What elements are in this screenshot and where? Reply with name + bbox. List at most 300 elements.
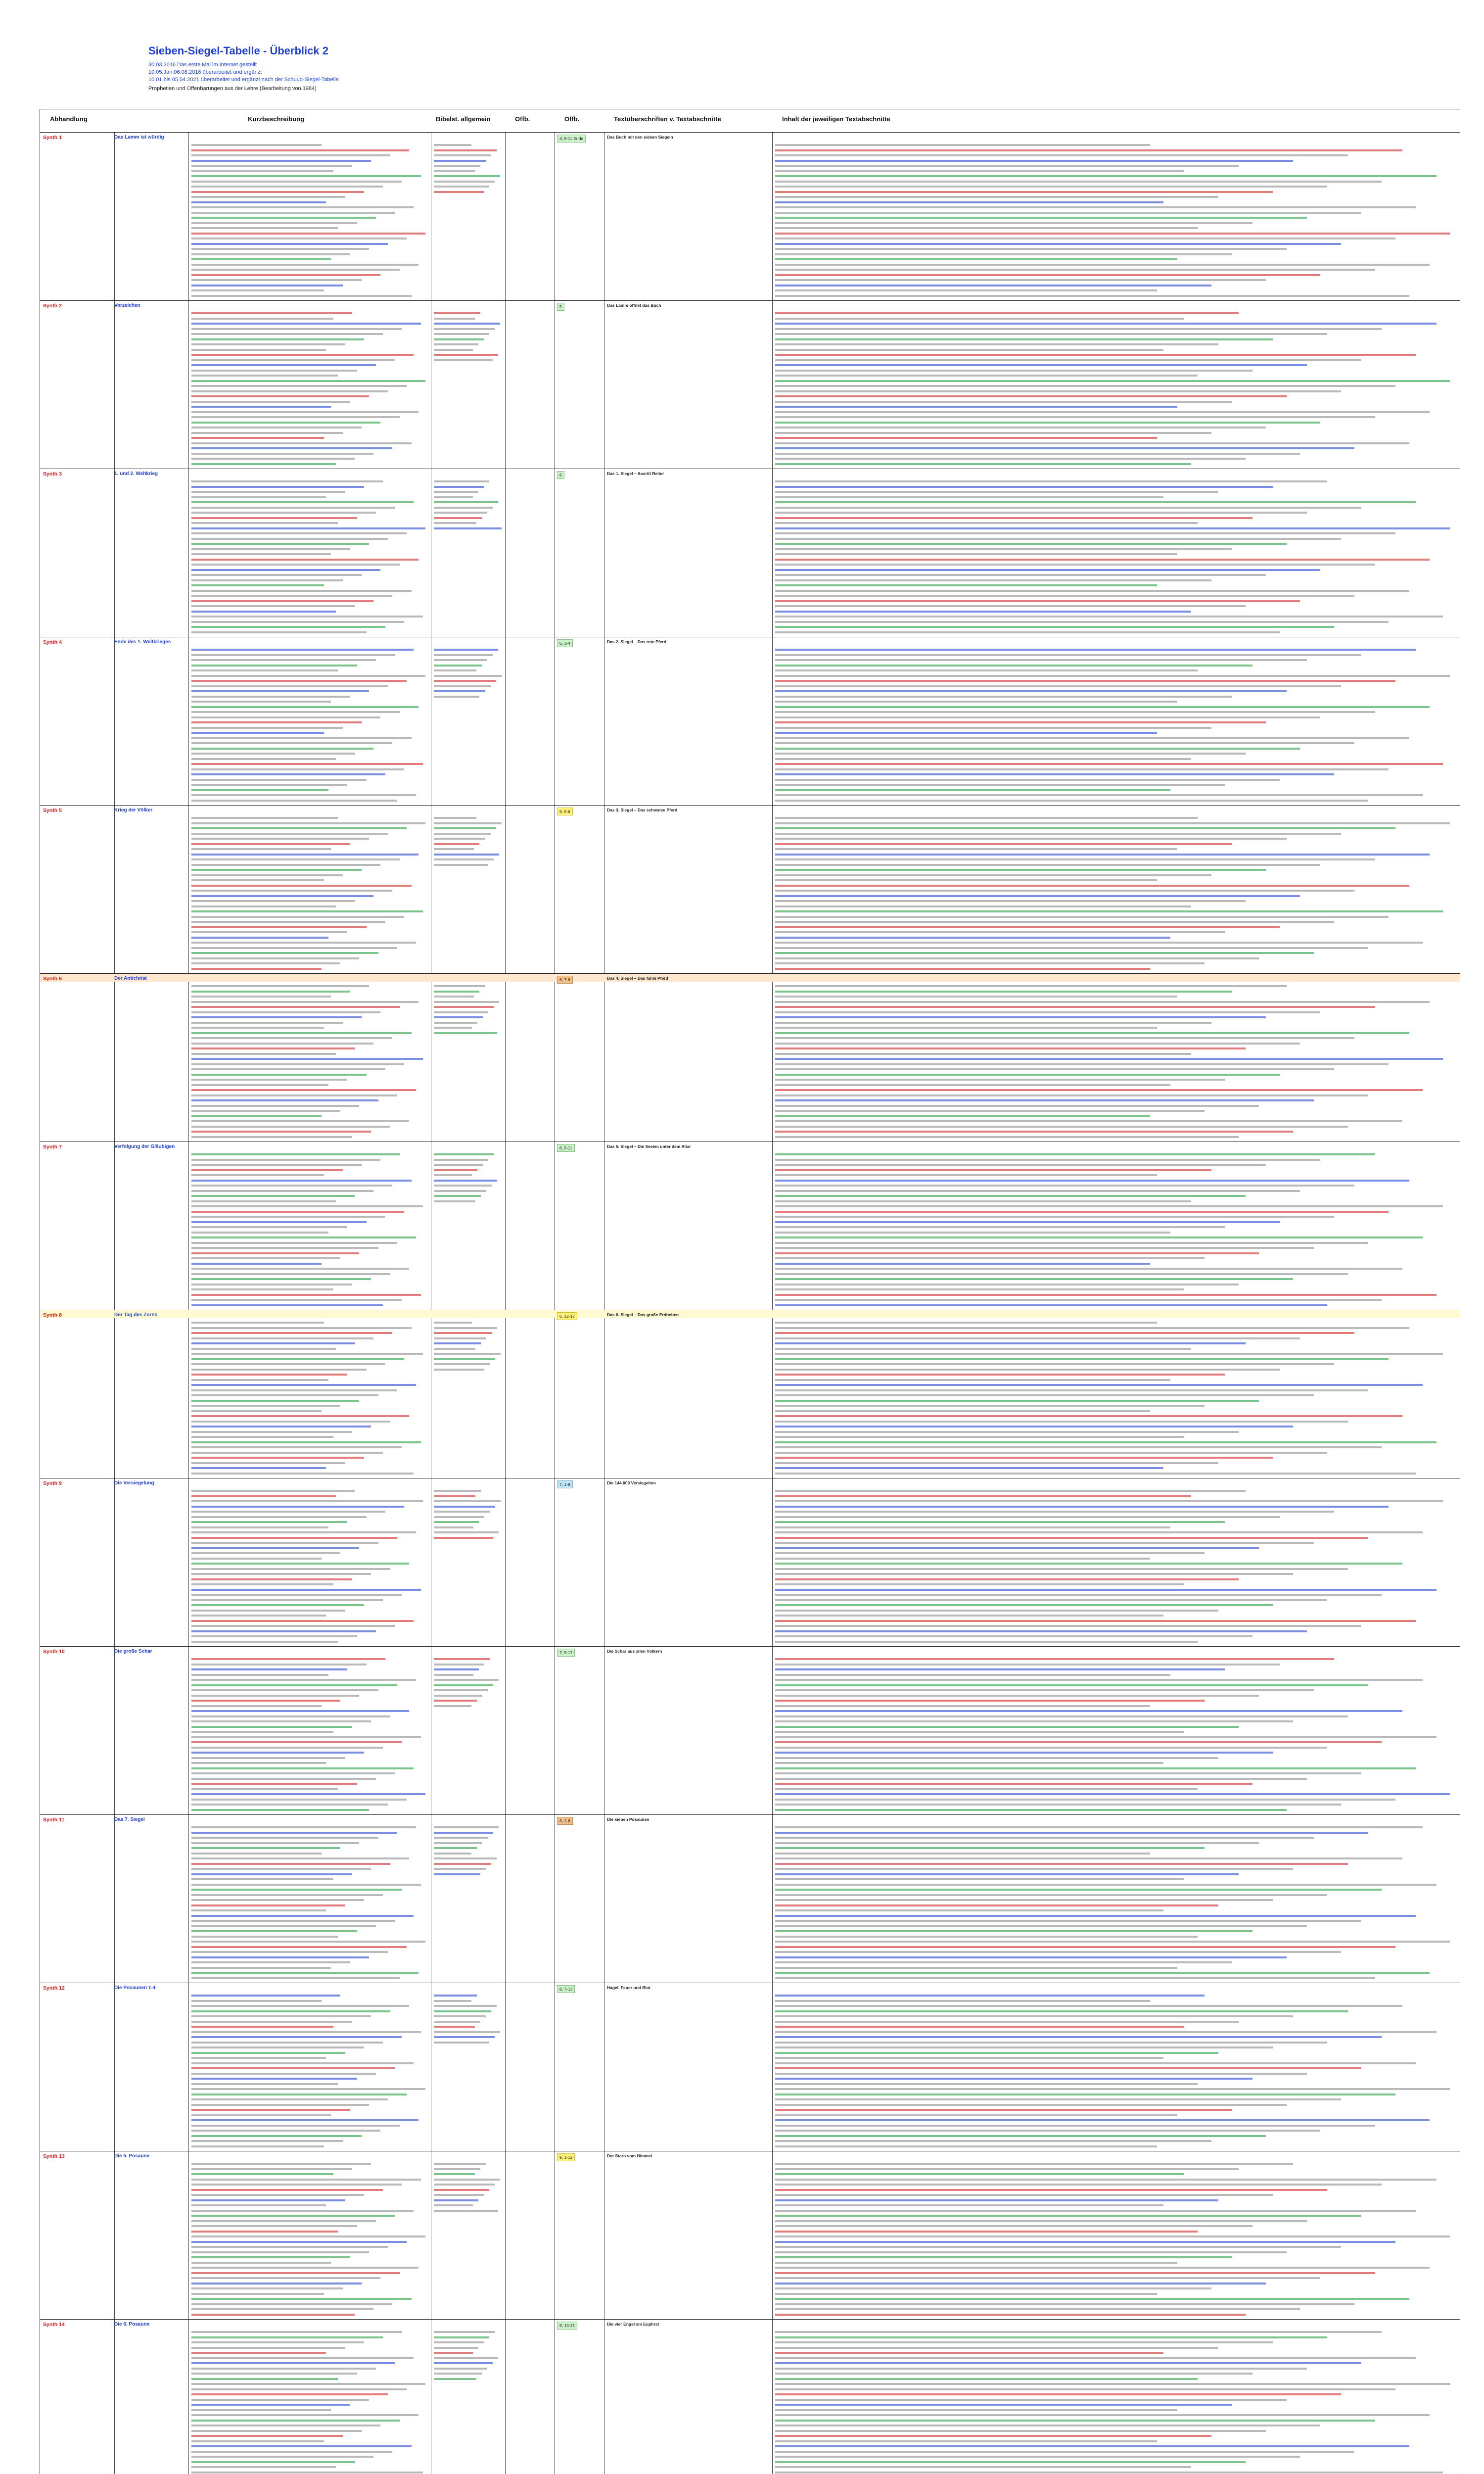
text-line (191, 2168, 352, 2170)
text-line (775, 437, 1157, 439)
text-line (191, 985, 369, 987)
text-line (191, 942, 416, 944)
text-line (191, 1126, 390, 1128)
text-line (191, 1762, 326, 1764)
section-heading: Das 1. Siegel – Ausritt Reiter (607, 471, 664, 476)
text-line (775, 1842, 1259, 1844)
text-line (775, 1001, 1430, 1003)
text-line (191, 2267, 418, 2269)
text-line (191, 1120, 409, 1122)
text-line (191, 507, 395, 509)
section-topic: Verfolgung der Gläubigen (114, 1144, 175, 1149)
text-line (775, 1257, 1205, 1259)
text-line (434, 1169, 477, 1171)
text-line (775, 1847, 1205, 1849)
text-line (775, 2010, 1348, 2012)
text-line (775, 253, 1232, 255)
text-line (775, 833, 1341, 835)
text-line (191, 1620, 414, 1622)
section-label: Synth 3 (43, 471, 62, 477)
text-line (191, 1630, 376, 1632)
text-line (191, 1668, 347, 1670)
text-line (191, 1526, 328, 1528)
text-line (191, 2042, 383, 2044)
text-line (775, 1804, 1341, 1806)
text-line (775, 2168, 1239, 2170)
text-line (191, 269, 400, 271)
text-line (775, 1731, 1184, 1733)
text-line (775, 921, 1334, 923)
text-line (775, 1047, 1246, 1049)
text-line (191, 1599, 383, 1601)
text-line (775, 2451, 1354, 2453)
text-line (434, 1664, 484, 1665)
text-line (775, 1772, 1361, 1774)
section-label: Synth 5 (43, 808, 62, 813)
verse-reference-chip: 5 (557, 303, 564, 311)
text-line (191, 696, 350, 698)
text-line (434, 2341, 484, 2343)
text-line (775, 1389, 1368, 1391)
text-line (434, 1995, 477, 1997)
text-line (191, 1500, 423, 1502)
text-line (775, 2135, 1266, 2137)
text-line (191, 1353, 423, 1355)
text-line (191, 2173, 333, 2175)
text-line (191, 1578, 352, 1580)
text-line (191, 1961, 350, 1963)
text-line (434, 2189, 489, 2191)
text-line (775, 1715, 1348, 1717)
summary-text (191, 2330, 428, 2474)
text-line (775, 1247, 1314, 1249)
text-line (434, 1842, 482, 1844)
text-line (191, 2425, 380, 2426)
text-line (775, 1441, 1437, 1443)
content-text (775, 1488, 1457, 1645)
text-line (775, 1573, 1293, 1575)
section-topic: Krieg der Völker (114, 808, 153, 813)
text-line (191, 1641, 338, 1643)
text-line (434, 1342, 481, 1344)
text-line (434, 312, 480, 314)
text-line (775, 827, 1395, 829)
text-line (191, 432, 343, 434)
text-line (191, 191, 364, 193)
text-line (775, 905, 1191, 907)
section-row (40, 1814, 1460, 1983)
text-line (191, 742, 392, 744)
text-line (191, 1322, 324, 1324)
text-line (775, 1961, 1232, 1963)
text-line (775, 654, 1361, 656)
text-line (191, 248, 369, 250)
text-line (775, 274, 1320, 276)
text-line (191, 1941, 425, 1943)
section-heading: Die sieben Posaunen (607, 1817, 649, 1822)
text-line (191, 2472, 423, 2474)
text-line (191, 2179, 421, 2181)
text-line (434, 864, 488, 866)
text-line (434, 2194, 484, 2196)
text-line (434, 1689, 488, 1691)
text-line (434, 170, 475, 172)
meta-line: 10.05.Jan.06.08.2016 überarbeitet und ergänzt (148, 69, 262, 75)
text-line (191, 595, 392, 597)
text-line (775, 1679, 1423, 1681)
text-line (191, 649, 414, 651)
text-line (775, 1684, 1368, 1686)
text-line (775, 453, 1300, 455)
text-line (191, 2093, 407, 2095)
text-line (775, 1689, 1314, 1691)
col-header-bibelstellen: Bibelst. allgemein (436, 115, 491, 123)
text-line (434, 1490, 481, 1492)
text-line (191, 1426, 371, 1427)
text-line (775, 649, 1416, 651)
text-line (434, 2184, 495, 2186)
text-line (775, 1490, 1246, 1492)
text-line (191, 1664, 367, 1665)
text-line (191, 2287, 343, 2289)
text-line (434, 1853, 471, 1855)
section-heading: Das 6. Siegel – Das große Erdbeben (607, 1312, 679, 1317)
text-line (775, 2000, 1150, 2002)
text-line (191, 201, 326, 203)
text-line (191, 1594, 402, 1596)
text-line (775, 149, 1402, 151)
text-line (191, 1547, 359, 1549)
text-line (775, 564, 1375, 566)
text-line (191, 968, 322, 970)
text-line (775, 2383, 1450, 2385)
text-line (775, 605, 1246, 607)
text-line (191, 1294, 421, 1296)
text-line (775, 1058, 1443, 1060)
text-line (434, 1001, 499, 1003)
text-line (775, 1495, 1191, 1497)
section-topic: Die große Schar (114, 1649, 152, 1654)
text-line (191, 1967, 331, 1969)
text-line (775, 1415, 1402, 1417)
text-line (434, 328, 495, 330)
text-line (775, 616, 1443, 618)
text-line (775, 2109, 1232, 2111)
text-line (191, 1899, 364, 1901)
text-line (775, 1016, 1266, 1018)
text-line (191, 2314, 355, 2316)
text-line (191, 2104, 369, 2106)
text-line (434, 858, 494, 860)
text-line (775, 447, 1354, 449)
text-line (775, 1547, 1259, 1549)
content-text (775, 1152, 1457, 1308)
section-row (40, 805, 1460, 974)
text-line (434, 838, 485, 840)
text-line (191, 1441, 421, 1443)
text-line (775, 1452, 1327, 1454)
text-line (191, 212, 395, 214)
text-line (434, 854, 499, 856)
text-line (434, 1684, 493, 1686)
text-line (775, 370, 1252, 372)
text-line (191, 1658, 385, 1660)
text-line (191, 2189, 383, 2191)
text-line (775, 1221, 1280, 1223)
text-line (775, 442, 1409, 444)
text-line (775, 1778, 1307, 1780)
text-line (775, 2293, 1157, 2295)
text-line (191, 1625, 395, 1627)
text-line (775, 2067, 1361, 2069)
text-line (191, 1006, 400, 1008)
bible-refs (434, 1993, 502, 2149)
text-line (775, 763, 1443, 765)
text-line (775, 2246, 1341, 2248)
text-line (775, 2220, 1307, 2222)
text-line (434, 1516, 484, 1518)
text-line (775, 512, 1307, 514)
text-line (775, 1658, 1334, 1660)
text-line (775, 1868, 1293, 1870)
verse-reference-chip: 9, 1-12 (557, 2153, 575, 2161)
text-line (191, 1242, 397, 1244)
text-line (191, 2399, 369, 2401)
text-line (191, 1563, 409, 1565)
text-line (191, 1604, 364, 1606)
text-line (434, 2005, 497, 2007)
text-line (434, 817, 476, 819)
text-line (775, 1353, 1443, 1355)
text-line (434, 654, 493, 656)
col-header-offb-1: Offb. (515, 115, 530, 123)
text-line (191, 1462, 345, 1464)
text-line (191, 354, 414, 356)
text-line (191, 480, 383, 482)
text-line (191, 916, 404, 918)
text-line (775, 2368, 1307, 2370)
text-line (191, 1809, 369, 1811)
text-line (434, 996, 474, 998)
text-line (434, 2036, 495, 2038)
text-line (191, 2383, 425, 2385)
text-line (191, 1389, 397, 1391)
text-line (191, 996, 331, 998)
text-line (191, 447, 392, 449)
text-line (775, 669, 1198, 671)
text-line (191, 1956, 369, 1958)
text-line (191, 222, 357, 224)
text-line (191, 186, 383, 188)
text-line (775, 2404, 1232, 2406)
text-line (775, 2336, 1327, 2338)
section-topic: Das Lamm ist würdig (114, 135, 164, 140)
text-line (775, 1180, 1409, 1182)
text-line (191, 1793, 425, 1795)
text-line (191, 1467, 326, 1469)
text-line (191, 2163, 371, 2165)
text-line (775, 2373, 1252, 2375)
text-line (434, 1674, 473, 1676)
text-line (775, 480, 1327, 482)
text-line (775, 784, 1225, 786)
bible-refs (434, 479, 502, 635)
text-line (191, 1783, 357, 1785)
text-line (775, 1446, 1382, 1448)
text-line (191, 659, 376, 661)
text-line (191, 1022, 343, 1024)
text-line (434, 491, 478, 493)
text-line (191, 2140, 343, 2142)
section-label: Synth 6 (43, 976, 62, 982)
text-line (434, 527, 502, 529)
text-line (191, 1757, 345, 1759)
section-label: Synth 11 (43, 1817, 65, 1823)
document-title: Sieben-Siegel-Tabelle - Überblick 2 (148, 45, 328, 57)
text-line (775, 1348, 1191, 1350)
text-line (191, 2336, 383, 2338)
text-line (775, 621, 1389, 623)
text-line (775, 318, 1184, 320)
text-line (191, 1506, 404, 1508)
text-line (775, 463, 1191, 465)
text-line (775, 957, 1259, 959)
text-line (775, 800, 1368, 802)
text-line (775, 910, 1443, 912)
text-line (191, 1410, 322, 1412)
text-line (191, 843, 350, 845)
text-line (191, 1400, 359, 1402)
text-line (775, 1027, 1157, 1029)
text-line (775, 1625, 1361, 1627)
text-line (775, 2057, 1163, 2059)
text-line (775, 2062, 1416, 2064)
text-line (775, 885, 1409, 887)
text-line (434, 1526, 473, 1528)
text-line (775, 2430, 1266, 2432)
text-line (775, 1467, 1163, 1469)
text-line (434, 186, 489, 188)
text-line (775, 1668, 1225, 1670)
text-line (775, 768, 1389, 770)
text-line (191, 784, 347, 786)
text-line (775, 991, 1232, 993)
section-row (40, 1310, 1460, 1478)
text-line (775, 1037, 1354, 1039)
text-line (775, 1074, 1280, 1076)
text-line (191, 1205, 423, 1207)
text-line (775, 1105, 1259, 1107)
text-line (191, 1304, 383, 1306)
content-text (775, 1657, 1457, 1813)
text-line (191, 2272, 400, 2274)
text-line (191, 962, 340, 964)
text-line (191, 1731, 333, 1733)
section-row (40, 132, 1460, 301)
text-line (775, 2184, 1382, 2186)
text-line (434, 1521, 479, 1523)
content-text (775, 984, 1457, 1140)
text-line (191, 1415, 409, 1417)
text-line (775, 375, 1198, 377)
summary-text (191, 1993, 428, 2149)
text-line (434, 512, 487, 514)
text-line (775, 1583, 1184, 1585)
text-line (775, 952, 1314, 954)
text-line (434, 1153, 494, 1155)
text-line (434, 1164, 483, 1166)
text-line (775, 1500, 1443, 1502)
text-line (775, 2036, 1382, 2038)
text-line (191, 264, 418, 266)
text-line (191, 2098, 388, 2100)
text-line (775, 1799, 1395, 1801)
content-text (775, 1993, 1457, 2149)
text-line (775, 1863, 1348, 1865)
text-line (775, 1635, 1252, 1637)
text-line (434, 2031, 500, 2033)
text-line (775, 154, 1348, 156)
text-line (191, 2088, 425, 2090)
text-line (775, 1542, 1314, 1544)
text-line (191, 2204, 326, 2206)
bible-refs (434, 2330, 502, 2474)
text-line (191, 1099, 378, 1101)
text-line (775, 1053, 1191, 1055)
text-line (775, 285, 1211, 286)
text-line (775, 1977, 1375, 1979)
bible-refs (434, 1320, 502, 1476)
text-line (434, 2173, 475, 2175)
text-line (775, 1705, 1150, 1707)
section-row (40, 300, 1460, 469)
text-line (191, 991, 350, 993)
text-line (775, 1110, 1205, 1112)
text-line (775, 1809, 1287, 1811)
text-line (191, 2308, 373, 2310)
text-line (191, 833, 388, 835)
text-line (775, 1164, 1266, 1166)
text-line (191, 921, 385, 923)
text-line (775, 1473, 1416, 1475)
text-line (434, 181, 495, 183)
text-line (775, 858, 1375, 860)
section-row (40, 1142, 1460, 1310)
text-line (434, 160, 486, 162)
text-line (191, 2036, 402, 2038)
section-topic: Vorzeichen (114, 303, 140, 308)
text-line (191, 401, 350, 403)
section-row (40, 637, 1460, 806)
text-line (191, 2000, 322, 2002)
text-line (434, 2199, 478, 2201)
text-line (191, 1837, 378, 1839)
text-line (775, 2378, 1198, 2380)
col-header-textueberschriften: Textüberschriften v. Textabschnitte (614, 115, 721, 123)
text-line (191, 1920, 395, 1922)
text-line (775, 2251, 1287, 2253)
section-heading: Die Schar aus allen Völkern (607, 1649, 662, 1654)
text-line (191, 2277, 380, 2279)
text-line (191, 1011, 380, 1013)
text-line (191, 2194, 364, 2196)
section-label: Synth 9 (43, 1480, 62, 1486)
text-line (191, 1421, 390, 1423)
text-line (775, 1379, 1170, 1381)
text-line (434, 1873, 480, 1875)
text-line (191, 2005, 409, 2007)
text-line (775, 779, 1280, 781)
